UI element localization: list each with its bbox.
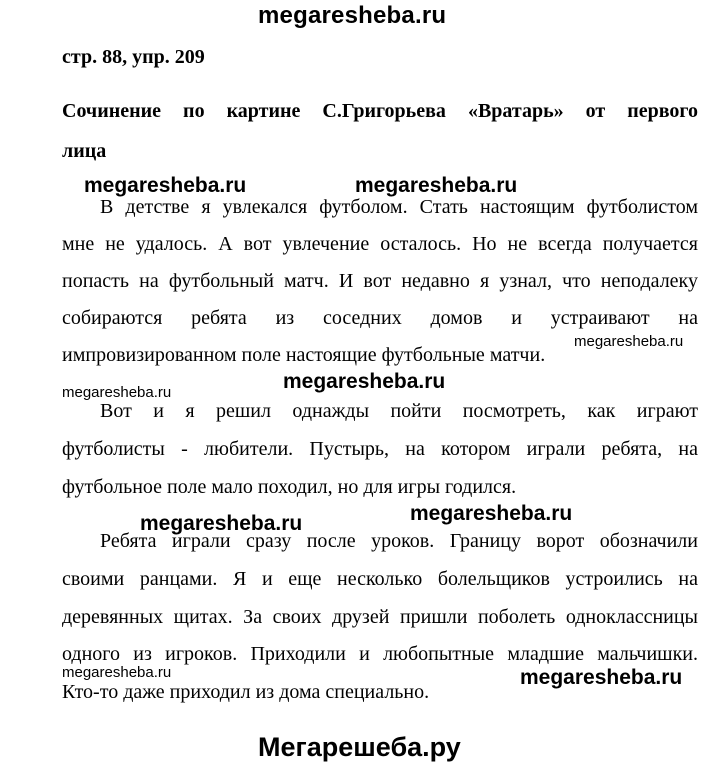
watermark: megaresheba.ru (62, 664, 172, 681)
paragraph-3-line-3: деревянных щитах. За своих друзей пришли поболеть одноклассницы (62, 606, 698, 628)
page-reference: стр. 88, упр. 209 (62, 46, 205, 68)
watermark: megaresheba.ru (283, 370, 446, 393)
paragraph-1-line-4: собираются ребята из соседних домов и устраивают на (62, 307, 698, 329)
watermark: megaresheba.ru (140, 512, 303, 535)
paragraph-3-line-1: Ребята играли сразу после уроков. Границу ворот обозначили (100, 530, 698, 552)
watermark: megaresheba.ru (410, 502, 573, 525)
header-site-watermark: megaresheba.ru (258, 2, 447, 29)
paragraph-3-line-5: Кто-то даже приходил из дома специально. (62, 681, 430, 703)
watermark: megaresheba.ru (62, 384, 172, 401)
paragraph-3-line-4: одного из игроков. Приходили и любопытные младшие мальчишки. (62, 643, 698, 665)
paragraph-2-line-1: Вот и я решил однажды пойти посмотреть, как играют (100, 400, 698, 422)
watermark: megaresheba.ru (355, 174, 518, 197)
paragraph-1-line-3: попасть на футбольный матч. И вот недавно я узнал, что неподалеку (62, 270, 698, 292)
watermark: megaresheba.ru (84, 174, 247, 197)
essay-title-line-2: лица (62, 140, 107, 162)
footer-site-name: Мегарешеба.ру (258, 732, 461, 762)
paragraph-1-line-2: мне не удалось. А вот увлечение осталось. Но не всегда получается (62, 233, 698, 255)
essay-title-line-1: Сочинение по картине С.Григорьева «Вратарь» от первого (62, 100, 698, 122)
paragraph-1-line-1: В детстве я увлекался футболом. Стать настоящим футболистом (100, 196, 698, 218)
paragraph-3-line-2: своими ранцами. Я и еще несколько болельщиков устроились на (62, 568, 698, 590)
paragraph-2-line-2: футболисты - любители. Пустырь, на котором играли ребята, на (62, 438, 698, 460)
watermark: megaresheba.ru (574, 333, 684, 350)
paragraph-1-line-5: импровизированном поле настоящие футбольные матчи. (62, 344, 546, 366)
watermark: megaresheba.ru (520, 666, 683, 689)
paragraph-2-line-3: футбольное поле мало походил, но для игры годился. (62, 476, 517, 498)
